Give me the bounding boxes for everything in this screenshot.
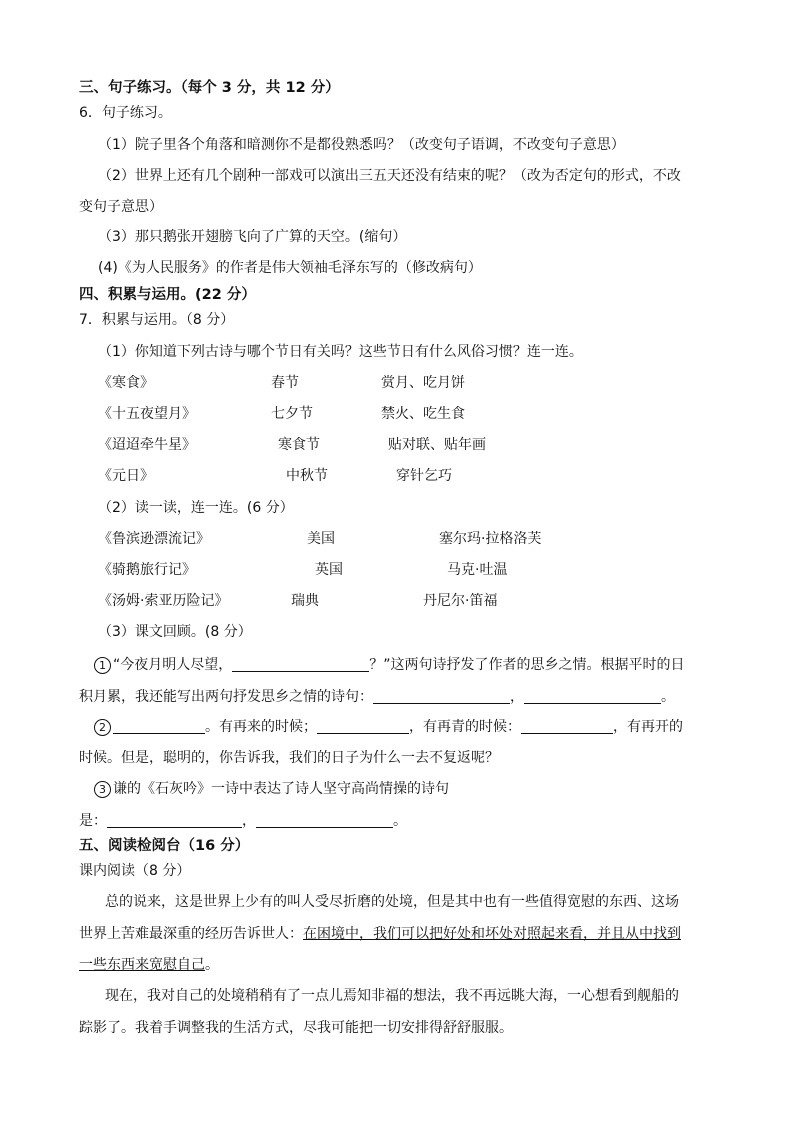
- recall-item-1-line-1: 1 “今夜月明人尽望， ？”这两句诗抒发了作者的思乡之情。根据平时的日: [94, 655, 685, 675]
- passage-paragraph-1-line-2: 世界上苦难最深重的经历告诉世人：在困境中，我们可以把好处和坏处对照起来看，并且从中找到: [79, 926, 681, 942]
- book-title: 《鲁滨逊漂流记》: [98, 531, 210, 547]
- answer-blank[interactable]: [256, 812, 393, 828]
- underlined-sentence: 在困境中，我们可以把好处和坏处对照起来看，并且从中找到: [303, 926, 681, 942]
- circled-number: 2: [94, 719, 111, 736]
- recall-item-3-line-2: 是： ， 。: [79, 813, 407, 829]
- section-3-heading: 三、句子练习。（每个 3 分，共 12 分）: [79, 80, 340, 96]
- poem-title: 《元日》: [98, 468, 154, 484]
- answer-blank[interactable]: [113, 718, 205, 734]
- section-4-heading: 四、积累与运用。(22 分）: [79, 287, 256, 303]
- question-6-title: 6．句子练习。: [79, 105, 172, 121]
- circled-number: 3: [94, 781, 111, 798]
- poem-row: [98, 373, 154, 393]
- festival-option: 中秋节: [286, 468, 328, 484]
- book-title: 《骑鹅旅行记》: [98, 562, 196, 578]
- answer-blank[interactable]: [232, 656, 369, 672]
- recall-item-1-line-2: 积月累，我还能写出两句抒发思乡之情的诗句： ， 。: [79, 689, 675, 705]
- poem-title: 《寒食》: [98, 375, 154, 391]
- answer-blank[interactable]: [317, 718, 409, 734]
- passage-paragraph-2-line-1: 现在，我对自己的处境稍稍有了一点儿焉知非福的想法，我不再远眺大海，一心想看到舰船的: [105, 988, 679, 1004]
- circled-number: 1: [94, 657, 111, 674]
- answer-blank[interactable]: [521, 718, 613, 734]
- festival-option: 春节: [271, 375, 299, 391]
- answer-blank[interactable]: [107, 812, 242, 828]
- custom-option: 禁火、吃生食: [381, 406, 465, 422]
- author-option: 马克·吐温: [447, 562, 508, 578]
- q6-item-3: （3）那只鹅张开翅膀飞向了广算的天空。(缩句）: [98, 229, 407, 245]
- festival-option: 寒食节: [278, 437, 320, 453]
- poem-title: 《迢迢牵牛星》: [98, 437, 196, 453]
- book-title: 《汤姆·索亚历险记》: [98, 593, 229, 609]
- author-option: 丹尼尔·笛福: [423, 593, 498, 609]
- festival-option: 七夕节: [271, 406, 313, 422]
- country-option: 美国: [307, 531, 335, 547]
- custom-option: 穿针乞巧: [396, 468, 452, 484]
- country-option: 瑞典: [291, 593, 319, 609]
- recall-item-3-line-1: 3 谦的《石灰吟》一诗中表达了诗人坚守高尚情操的诗句: [94, 779, 449, 799]
- q6-item-1: （1）院子里各个角落和暗测你不是都役熟悉吗？（改变句子语调，不改变句子意思）: [98, 137, 625, 153]
- recall-item-2-line-1: 2 。有再来的时候； ，有再青的时候： ，有再开的: [94, 717, 683, 737]
- answer-blank[interactable]: [373, 688, 510, 704]
- passage-paragraph-2-line-2: 踪影了。我着手调整我的生活方式，尽我可能把一切安排得舒舒服服。: [79, 1020, 513, 1036]
- custom-option: 贴对联、贴年画: [388, 437, 486, 453]
- country-option: 英国: [315, 562, 343, 578]
- q6-item-4: (4)《为人民服务》的作者是伟大领袖毛泽东写的（修改病句）: [98, 260, 482, 276]
- q6-item-2-line-2: 变句子意思）: [79, 199, 163, 215]
- answer-blank[interactable]: [524, 688, 661, 704]
- reading-subheading: 课内阅读（8 分）: [79, 863, 191, 879]
- q6-item-2-line-1: （2）世界上还有几个剧种一部戏可以演出三五天还没有结束的呢？（改为否定句的形式，不改: [98, 168, 681, 184]
- q7-part-2-prompt: （2）读一读，连一连。(6 分）: [98, 500, 294, 516]
- q7-part-1-prompt: （1）你知道下列古诗与哪个节日有关吗？这些节日有什么风俗习惯？连一连。: [98, 344, 583, 360]
- question-7-title: 7．积累与运用。（8 分）: [79, 312, 235, 328]
- recall-item-2-line-2: 时候。但是，聪明的，你告诉我，我们的日子为什么一去不复返呢？: [79, 750, 499, 766]
- passage-paragraph-1-line-3: 一些东西来宽慰自己。: [79, 957, 219, 973]
- section-5-heading: 五、阅读检阅台（16 分）: [79, 838, 250, 854]
- underlined-sentence: 一些东西来宽慰自己: [79, 957, 205, 973]
- q7-part-3-prompt: （3）课文回顾。(8 分）: [98, 624, 252, 640]
- custom-option: 赏月、吃月饼: [381, 375, 465, 391]
- passage-paragraph-1-line-1: 总的说来，这是世界上少有的叫人受尽折磨的处境，但是其中也有一些值得宽慰的东西、这场: [105, 894, 679, 910]
- poem-title: 《十五夜望月》: [98, 406, 196, 422]
- author-option: 塞尔玛·拉格洛芙: [439, 531, 542, 547]
